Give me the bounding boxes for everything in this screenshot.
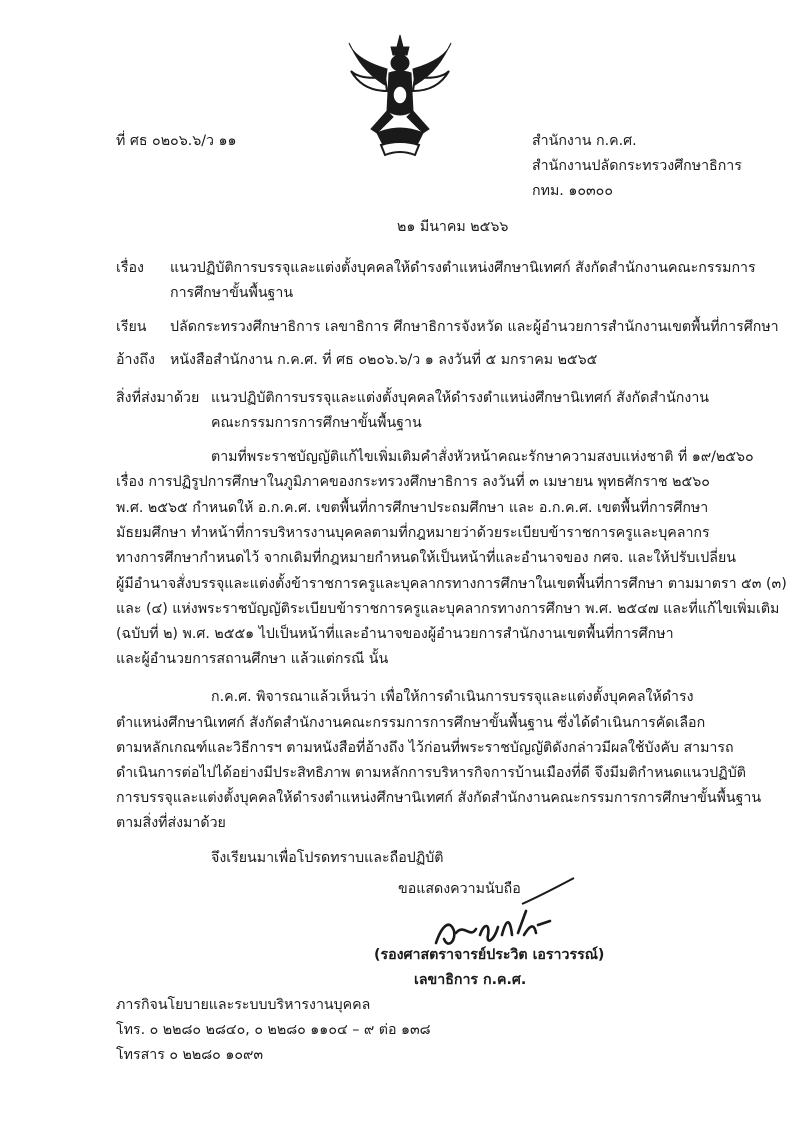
paragraph-2-line-3: ตามหลักเกณฑ์และวิธีการฯ ตามหนังสือที่อ้างถึง ไว้ก่อนที่พระราชบัญญัติดังกล่าวมีผลใช้บังคับ สามารถ bbox=[116, 740, 734, 756]
reference-label: อ้างถึง bbox=[116, 352, 155, 368]
reference-text: หนังสือสำนักงาน ก.ค.ศ. ที่ ศธ ๐๒๐๖.๖/ว ๑ ลงวันที่ ๕ มกราคม ๒๕๖๕ bbox=[170, 352, 598, 368]
paragraph-1-line-5: ทางการศึกษากำหนดไว้ จากเดิมที่กฎหมายกำหนดให้เป็นหน้าที่และอำนาจของ กศจ. และให้ปรับเปลี่ยน bbox=[116, 550, 736, 566]
garuda-emblem-icon bbox=[347, 33, 453, 157]
recipient-text: ปลัดกระทรวงศึกษาธิการ เลขาธิการ ศึกษาธิการจังหวัด และผู้อำนวยการสำนักงานเขตพื้นที่การศึกษา bbox=[170, 319, 779, 335]
sender-address-line-1: สำนักงาน ก.ค.ศ. bbox=[532, 133, 637, 149]
document-date: ๒๑ มีนาคม ๒๕๖๖ bbox=[397, 219, 509, 235]
closing-request: จึงเรียนมาเพื่อโปรดทราบและถือปฏิบัติ bbox=[211, 850, 444, 866]
paragraph-1-line-4: มัธยมศึกษา ทำหน้าที่การบริหารงานบุคคลตามที่กฎหมายว่าด้วยระเบียบข้าราชการครูและบุคลากร bbox=[116, 525, 710, 541]
signatory-name: (รองศาสตราจารย์ประวิต เอราวรรณ์) bbox=[374, 947, 605, 963]
paragraph-1-line-9: และผู้อำนวยการสถานศึกษา แล้วแต่กรณี นั้น bbox=[116, 651, 389, 667]
sender-address-line-3: กทม. ๑๐๓๐๐ bbox=[532, 183, 613, 199]
footer-department: ภารกิจนโยบายและระบบบริหารงานบุคคล bbox=[116, 997, 371, 1013]
paragraph-1-line-8: (ฉบับที่ ๒) พ.ศ. ๒๕๕๑ ไปเป็นหน้าที่และอำนาจของผู้อำนวยการสำนักงานเขตพื้นที่การศึกษา bbox=[116, 626, 674, 642]
signatory-position: เลขาธิการ ก.ค.ศ. bbox=[414, 972, 527, 988]
complimentary-close: ขอแสดงความนับถือ bbox=[398, 881, 521, 897]
paragraph-2-line-4: ดำเนินการต่อไปได้อย่างมีประสิทธิภาพ ตามหลักการบริหารกิจการบ้านเมืองที่ดี จึงมีมติกำหนดแนวปฏิบัติ bbox=[116, 765, 746, 781]
subject-line-2: การศึกษาขั้นพื้นฐาน bbox=[170, 285, 294, 301]
paragraph-2-line-6: ตามสิ่งที่ส่งมาด้วย bbox=[116, 815, 226, 831]
paragraph-2-line-1: ก.ค.ศ. พิจารณาแล้วเห็นว่า เพื่อให้การดำเนินการบรรจุและแต่งตั้งบุคคลให้ดำรง bbox=[211, 689, 694, 705]
subject-line-1: แนวปฏิบัติการบรรจุและแต่งตั้งบุคคลให้ดำรงตำแหน่งศึกษานิเทศก์ สังกัดสำนักงานคณะกรรมการ bbox=[170, 260, 756, 276]
paragraph-1-line-6: ผู้มีอำนาจสั่งบรรจุและแต่งตั้งข้าราชการครูและบุคลากรทางการศึกษาในเขตพื้นที่การศึกษา ตามมาตรา ๕๓ (๓) bbox=[116, 576, 787, 592]
paragraph-1-line-1: ตามที่พระราชบัญญัติแก้ไขเพิ่มเติมคำสั่งหัวหน้าคณะรักษาความสงบแห่งชาติ ที่ ๑๙/๒๕๖๐ bbox=[211, 449, 754, 465]
signature-flourish-icon bbox=[520, 876, 576, 906]
enclosure-label: สิ่งที่ส่งมาด้วย bbox=[116, 390, 200, 406]
enclosure-line-1: แนวปฏิบัติการบรรจุและแต่งตั้งบุคคลให้ดำรงตำแหน่งศึกษานิเทศก์ สังกัดสำนักงาน bbox=[211, 390, 709, 406]
paragraph-2-line-2: ตำแหน่งศึกษานิเทศก์ สังกัดสำนักงานคณะกรรมการการศึกษาขั้นพื้นฐาน ซึ่งได้ดำเนินการคัดเลือก bbox=[116, 715, 706, 731]
document-number: ที่ ศธ ๐๒๐๖.๖/ว ๑๑ bbox=[116, 133, 237, 149]
paragraph-1-line-3: พ.ศ. ๒๕๖๕ กำหนดให้ อ.ก.ค.ศ. เขตพื้นที่การศึกษาประถมศึกษา และ อ.ก.ค.ศ. เขตพื้นที่การศึกษา bbox=[116, 500, 709, 516]
footer-telephone: โทร. ๐ ๒๒๘๐ ๒๘๔๐, ๐ ๒๒๘๐ ๑๑๐๔ – ๙ ต่อ ๑๓๘ bbox=[116, 1022, 431, 1038]
subject-label: เรื่อง bbox=[116, 260, 144, 276]
paragraph-2-line-5: การบรรจุและแต่งตั้งบุคคลให้ดำรงตำแหน่งศึกษานิเทศก์ สังกัดสำนักงานคณะกรรมการการศึกษาขั้นพื้นฐาน bbox=[116, 790, 762, 806]
paragraph-1-line-2: เรื่อง การปฏิรูปการศึกษาในภูมิภาคของกระทรวงศึกษาธิการ ลงวันที่ ๓ เมษายน พุทธศักราช ๒๕๖๐ bbox=[116, 474, 710, 490]
footer-fax: โทรสาร ๐ ๒๒๘๐ ๑๐๙๓ bbox=[116, 1047, 264, 1063]
enclosure-line-2: คณะกรรมการการศึกษาขั้นพื้นฐาน bbox=[211, 415, 422, 431]
sender-address-line-2: สำนักงานปลัดกระทรวงศึกษาธิการ bbox=[532, 158, 742, 174]
paragraph-1-line-7: และ (๔) แห่งพระราชบัญญัติระเบียบข้าราชการครูและบุคลากรทางการศึกษา พ.ศ. ๒๕๔๗ และที่แก้ไขเพิ่มเติม bbox=[116, 601, 780, 617]
recipient-label: เรียน bbox=[116, 319, 147, 335]
